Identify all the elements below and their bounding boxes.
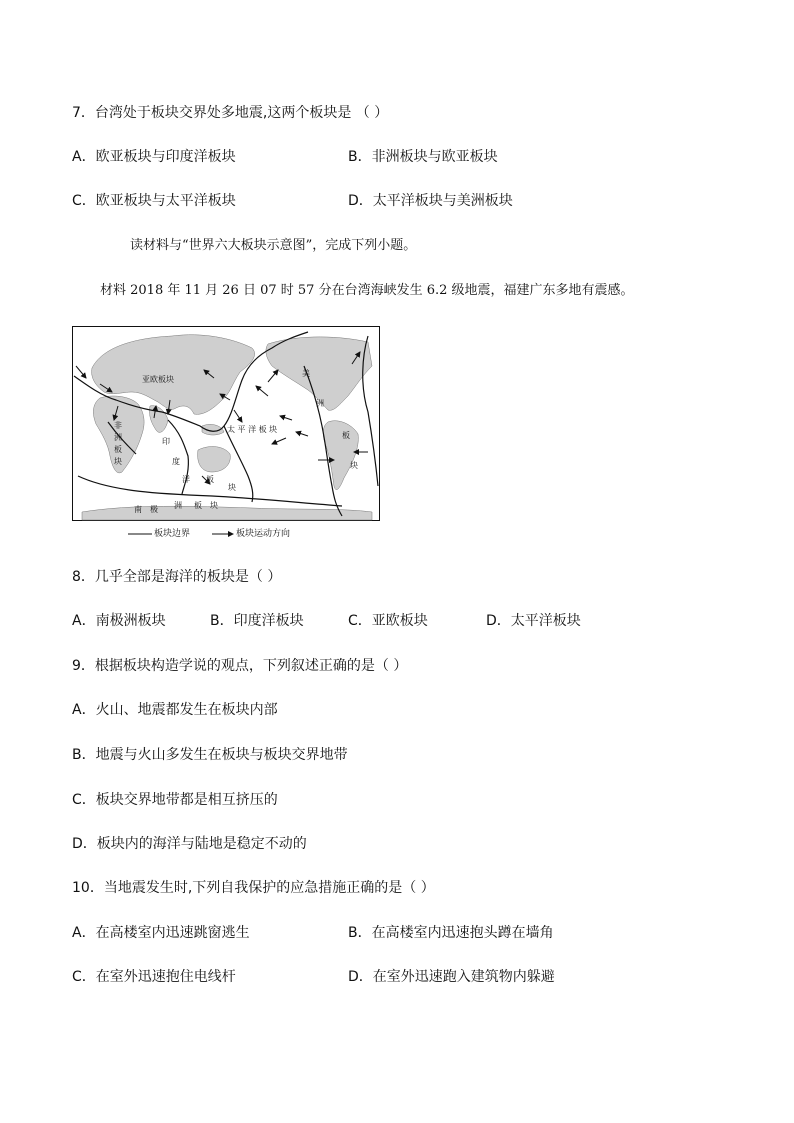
label-african-char: 洲 bbox=[114, 433, 122, 442]
label-pacific-plate: 太 平 洋 板 块 bbox=[227, 425, 278, 434]
reading-material: 材料 2018 年 11 月 26 日 07 时 57 分在台湾海峡发生 6.2 级地震，福建广东多地有震感。 bbox=[100, 283, 634, 298]
label-antarctic-char: 洲 bbox=[174, 501, 182, 510]
question-10-stem: 10．当地震发生时,下列自我保护的应急措施正确的是（ ） bbox=[72, 880, 435, 896]
question-8-option-a: A．南极洲板块 bbox=[72, 613, 166, 629]
label-american-char: 块 bbox=[350, 461, 358, 470]
question-10-option-b: B．在高楼室内迅速抱头蹲在墙角 bbox=[348, 925, 554, 941]
question-9-stem: 9．根据板块构造学说的观点，下列叙述正确的是（ ） bbox=[72, 658, 408, 674]
question-9-option-b: B．地震与火山多发生在板块与板块交界地带 bbox=[72, 747, 348, 763]
label-african-char: 非 bbox=[114, 421, 122, 430]
label-african-char: 板 bbox=[114, 445, 122, 454]
arrow-icon bbox=[212, 530, 234, 538]
world-plates-map bbox=[72, 326, 380, 521]
question-9-option-d: D．板块内的海洋与陆地是稳定不动的 bbox=[72, 836, 307, 852]
question-9-option-c: C．板块交界地带都是相互挤压的 bbox=[72, 792, 278, 808]
legend-direction-label: 板块运动方向 bbox=[236, 529, 291, 539]
reading-instruction: 读材料与“世界六大板块示意图”，完成下列小题。 bbox=[130, 238, 417, 253]
label-american-char: 洲 bbox=[316, 399, 324, 408]
map-legend bbox=[128, 528, 290, 540]
label-indian-char: 块 bbox=[228, 483, 236, 492]
label-african-char: 块 bbox=[114, 457, 122, 466]
question-7-option-b: B．非洲板块与欧亚板块 bbox=[348, 149, 498, 165]
boundary-line-icon bbox=[128, 530, 152, 538]
question-8-stem: 8．几乎全部是海洋的板块是（ ） bbox=[72, 569, 282, 585]
question-7-option-a: A．欧亚板块与印度洋板块 bbox=[72, 149, 236, 165]
label-american-char: 美 bbox=[302, 369, 310, 378]
label-american-char: 板 bbox=[342, 431, 350, 440]
label-indian-char: 洋 bbox=[182, 475, 190, 484]
question-7-stem: 7．台湾处于板块交界处多地震,这两个板块是 （ ） bbox=[72, 105, 389, 121]
label-indian-char: 印 bbox=[162, 437, 170, 446]
question-8-option-b: B．印度洋板块 bbox=[210, 613, 304, 629]
question-10-option-c: C．在室外迅速抱住电线杆 bbox=[72, 969, 236, 985]
question-8-option-c: C．亚欧板块 bbox=[348, 613, 428, 629]
label-antarctic-char: 板 bbox=[194, 501, 202, 510]
question-9-option-a: A．火山、地震都发生在板块内部 bbox=[72, 702, 278, 718]
label-antarctic-char: 南 bbox=[134, 505, 142, 514]
label-antarctic-char: 块 bbox=[210, 501, 218, 510]
label-indian-char: 板 bbox=[206, 475, 214, 484]
legend-boundary-label: 板块边界 bbox=[154, 529, 191, 539]
question-10-option-d: D．在室外迅速跑入建筑物内躲避 bbox=[348, 969, 555, 985]
question-7-option-c: C．欧亚板块与太平洋板块 bbox=[72, 193, 236, 209]
question-8-option-d: D．太平洋板块 bbox=[486, 613, 581, 629]
label-eurasian-plate: 亚欧板块 bbox=[142, 375, 174, 384]
label-indian-char: 度 bbox=[172, 457, 180, 466]
label-antarctic-char: 极 bbox=[150, 505, 158, 514]
question-10-option-a: A．在高楼室内迅速跳窗逃生 bbox=[72, 925, 250, 941]
question-7-option-d: D．太平洋板块与美洲板块 bbox=[348, 193, 513, 209]
